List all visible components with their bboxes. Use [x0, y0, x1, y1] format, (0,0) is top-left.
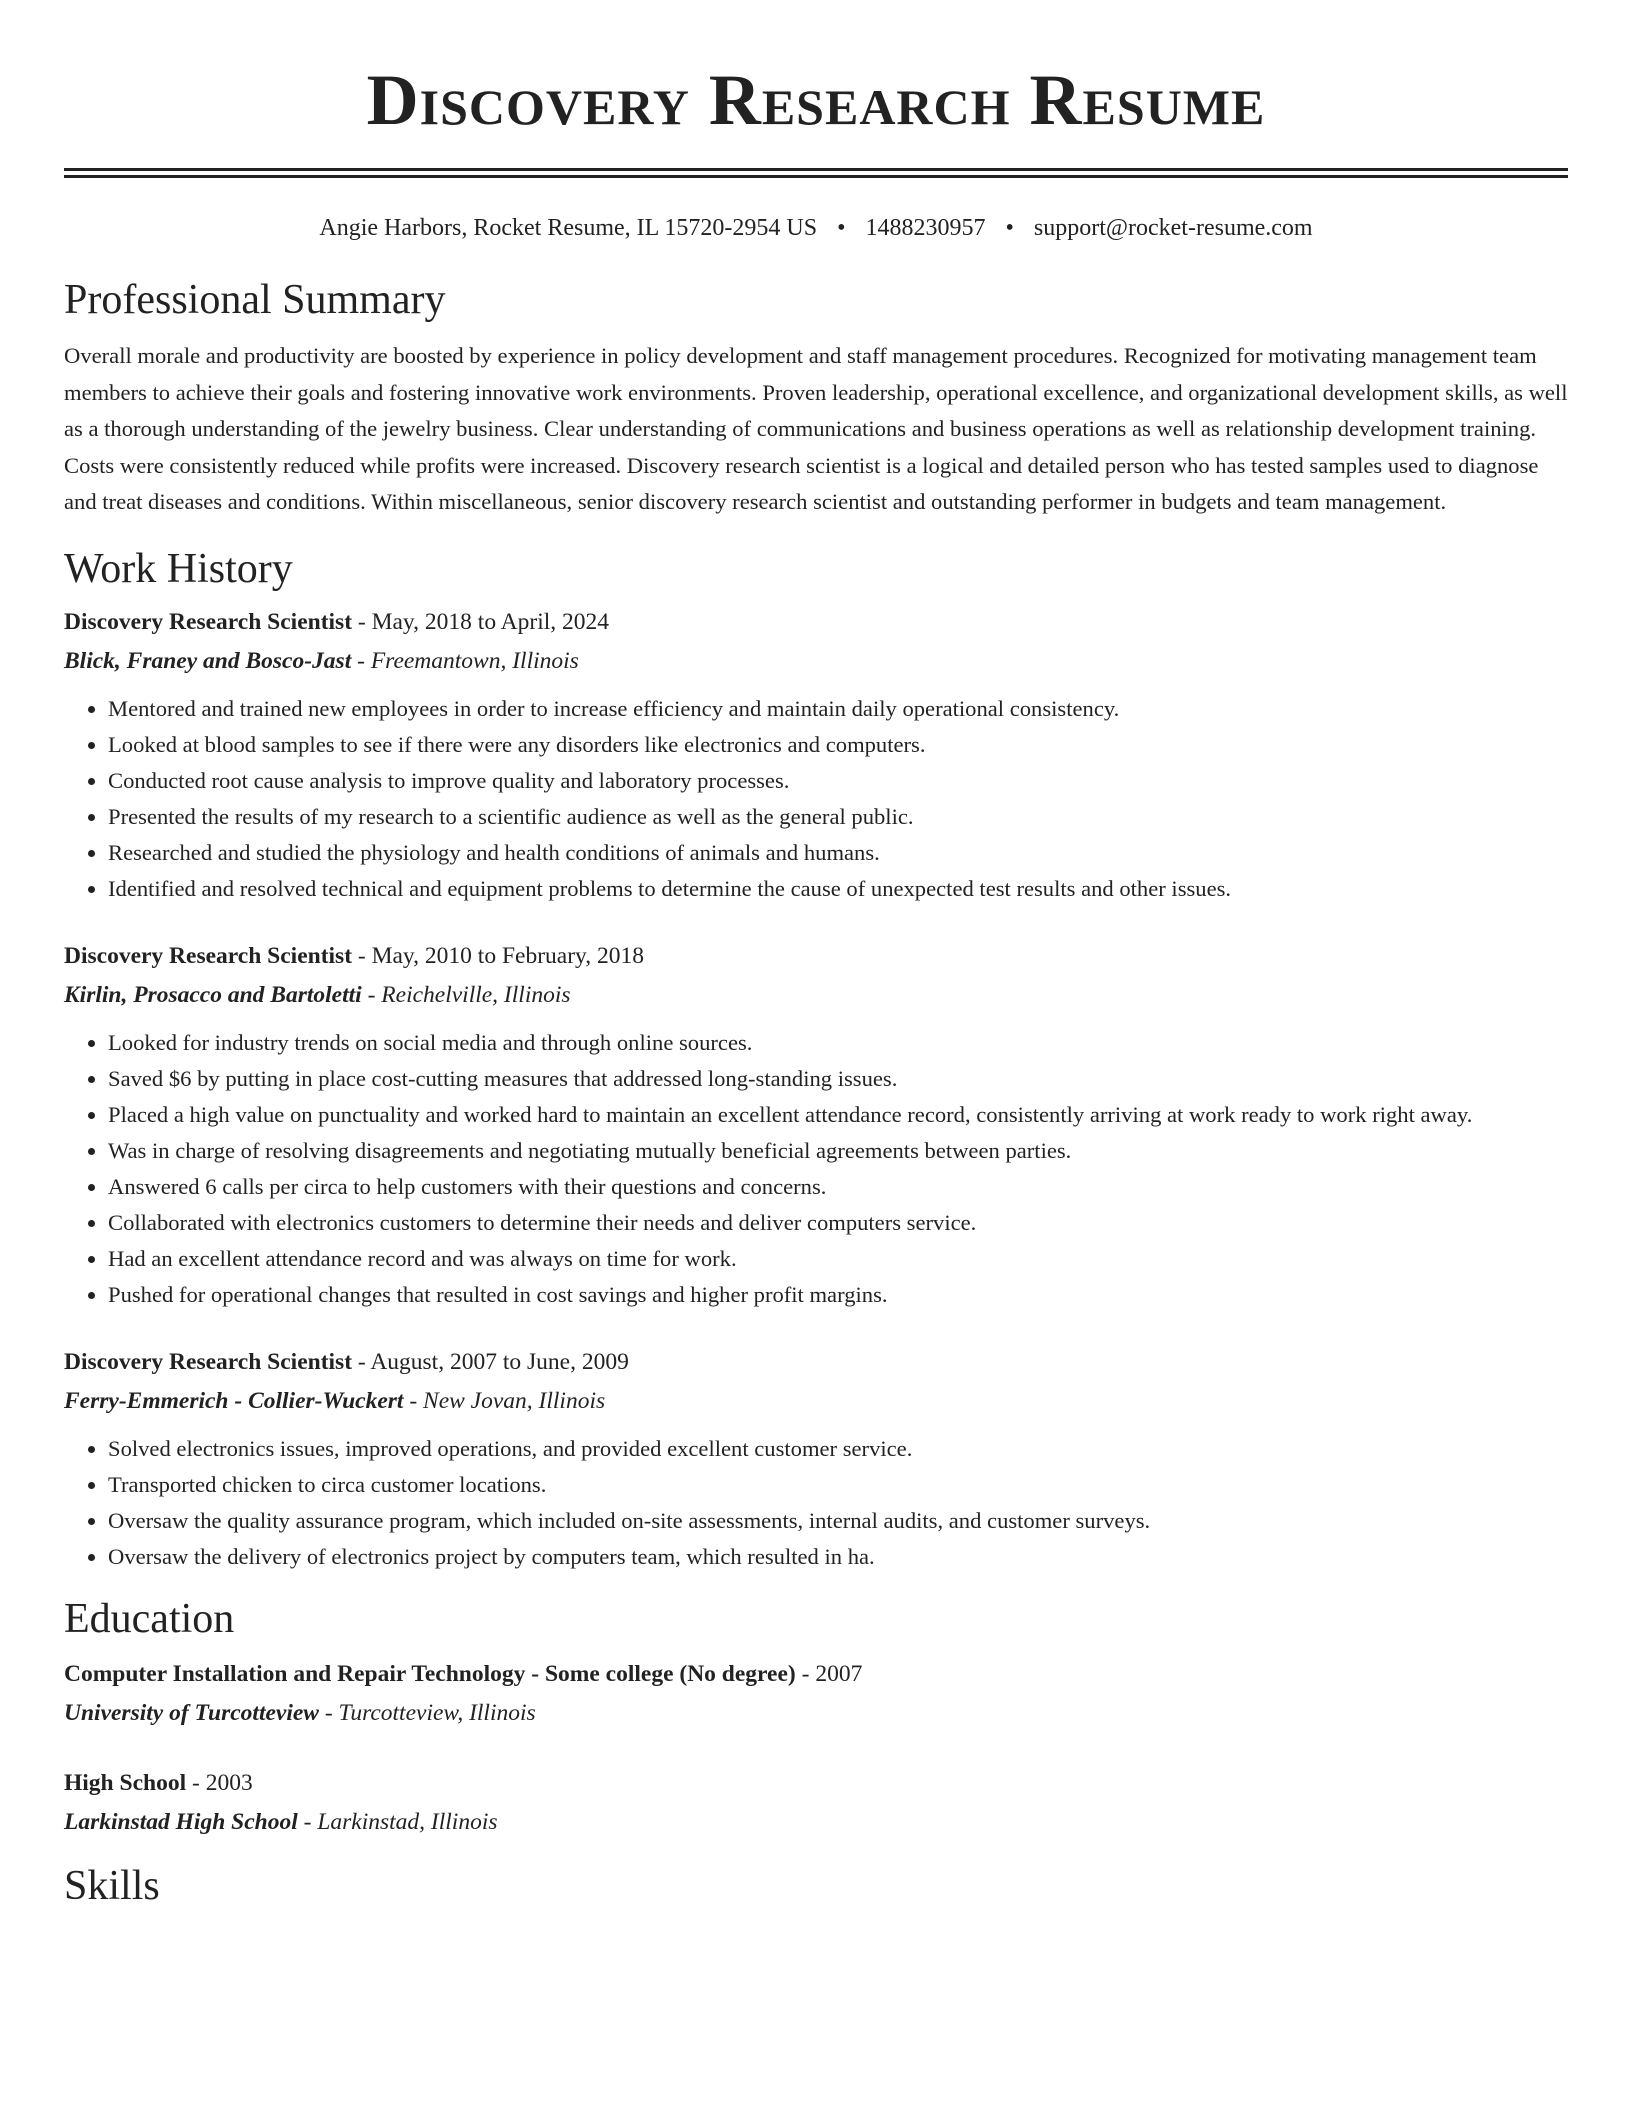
- work-history-section: [64, 543, 1568, 1575]
- contact-email[interactable]: support@rocket-resume.com: [1033, 215, 1313, 241]
- job-location: New Jovan, Illinois: [423, 1387, 606, 1414]
- job-title: Discovery Research Scientist: [64, 1348, 353, 1375]
- contact-line: [64, 212, 1568, 244]
- education-location: Turcotteview, Illinois: [338, 1699, 536, 1726]
- resume-title: Discovery Research Resume: [366, 60, 1266, 140]
- job-company: Ferry-Emmerich - Collier-Wuckert: [64, 1387, 404, 1414]
- list-item: • Oversaw the quality assurance program, which included on-site assessments, internal audits, and customer surveys.: [108, 1503, 1568, 1539]
- education-school: Larkinstad High School: [64, 1808, 298, 1835]
- job-dates: May, 2018 to April, 2024: [371, 608, 609, 635]
- education-header: Computer Installation and Repair Technology - Some college (No degree) - 2007: [64, 1660, 863, 1687]
- list-item: • Presented the results of my research to a scientific audience as well as the general public.: [108, 799, 1568, 835]
- education-year: 2003: [205, 1769, 253, 1796]
- education-header: High School - 2003: [64, 1769, 253, 1796]
- list-item: • Mentored and trained new employees in order to increase efficiency and maintain daily operational consistency.: [108, 691, 1568, 727]
- contact-separator: •: [837, 215, 846, 241]
- work-history-heading: Work History: [64, 545, 293, 592]
- education-school-line: Larkinstad High School - Larkinstad, Illinois: [64, 1808, 498, 1835]
- list-item: • Saved $6 by putting in place cost-cutting measures that addressed long-standing issues.: [108, 1061, 1568, 1097]
- job-company: Blick, Franey and Bosco-Jast: [64, 647, 352, 674]
- job-title: Discovery Research Scientist: [64, 608, 353, 635]
- list-item: • Looked for industry trends on social media and through online sources.: [108, 1025, 1568, 1061]
- contact-address: Angie Harbors, Rocket Resume, IL 15720-2954 US: [319, 215, 818, 241]
- summary-heading: Professional Summary: [64, 277, 446, 323]
- job-header: Discovery Research Scientist - May, 2018 to April, 2024: [64, 608, 609, 635]
- job-company-line: Blick, Franey and Bosco-Jast - Freemantown, Illinois: [64, 647, 579, 674]
- job-header: Discovery Research Scientist - May, 2010 to February, 2018: [64, 942, 644, 969]
- list-item: • Conducted root cause analysis to improve quality and laboratory processes.: [108, 763, 1568, 799]
- education-school: University of Turcotteview: [64, 1699, 319, 1726]
- list-item: • Had an excellent attendance record and was always on time for work.: [108, 1241, 1568, 1277]
- list-item: • Solved electronics issues, improved operations, and provided excellent customer service.: [108, 1431, 1568, 1467]
- education-year: 2007: [815, 1660, 863, 1687]
- summary-text: Overall morale and productivity are boosted by experience in policy development and staff management procedures. Recognized for motivating management team members to achieve their goals and fostering innovative work environments. Proven leadership, operational excellence, and organizational development skills, as well as a thorough understanding of the jewelry business. Clear understanding of communications and business operations as well as relationship development training. Costs were consistently reduced while profits were increased. Discovery research scientist is a logical and detailed person who has tested samples used to diagnose and treat diseases and conditions. Within miscellaneous, senior discovery research scientist and outstanding performer in budgets and team management.: [64, 343, 1568, 514]
- skills-heading: Skills: [64, 1862, 160, 1909]
- job-company: Kirlin, Prosacco and Bartoletti: [64, 981, 362, 1008]
- list-item: • Collaborated with electronics customers to determine their needs and deliver computers service.: [108, 1205, 1568, 1241]
- list-item: • Oversaw the delivery of electronics project by computers team, which resulted in ha.: [108, 1539, 1568, 1575]
- education-degree: Computer Installation and Repair Technology - Some college (No degree): [64, 1660, 796, 1687]
- job-dates: May, 2010 to February, 2018: [371, 942, 644, 969]
- job-entry: [64, 603, 1568, 907]
- job-duties: [64, 1025, 1568, 1313]
- education-entry: [64, 1764, 1568, 1842]
- list-item: • Researched and studied the physiology and health conditions of animals and humans.: [108, 835, 1568, 871]
- list-item: • Looked at blood samples to see if there were any disorders like electronics and computers.: [108, 727, 1568, 763]
- list-item: • Transported chicken to circa customer locations.: [108, 1467, 1568, 1503]
- list-item: • Was in charge of resolving disagreements and negotiating mutually beneficial agreements between parties.: [108, 1133, 1568, 1169]
- contact-phone: 1488230957: [865, 215, 986, 241]
- job-entry: [64, 937, 1568, 1313]
- list-item: • Placed a high value on punctuality and worked hard to maintain an excellent attendance record, consistently arriving at work ready to work right away.: [108, 1097, 1568, 1133]
- job-header: Discovery Research Scientist - August, 2007 to June, 2009: [64, 1348, 629, 1375]
- job-title: Discovery Research Scientist: [64, 942, 353, 969]
- education-heading: Education: [64, 1595, 235, 1642]
- job-company-line: Kirlin, Prosacco and Bartoletti - Reichelville, Illinois: [64, 981, 571, 1008]
- contact-separator: •: [1005, 215, 1014, 241]
- summary-section: [64, 274, 1568, 521]
- skills-section: [64, 1860, 1568, 1912]
- job-entry: [64, 1343, 1568, 1575]
- job-company-line: Ferry-Emmerich - Collier-Wuckert - New Jovan, Illinois: [64, 1387, 606, 1414]
- job-location: Freemantown, Illinois: [370, 647, 579, 674]
- list-item: • Answered 6 calls per circa to help customers with their questions and concerns.: [108, 1169, 1568, 1205]
- education-section: [64, 1593, 1568, 1842]
- list-item: • Pushed for operational changes that resulted in cost savings and higher profit margins.: [108, 1277, 1568, 1313]
- job-duties: [64, 691, 1568, 907]
- education-school-line: University of Turcotteview - Turcotteview, Illinois: [64, 1699, 536, 1726]
- job-duties: [64, 1431, 1568, 1575]
- education-degree: High School: [64, 1769, 187, 1796]
- job-location: Reichelville, Illinois: [381, 981, 571, 1008]
- education-entry: [64, 1655, 1568, 1733]
- job-dates: August, 2007 to June, 2009: [370, 1348, 629, 1375]
- education-location: Larkinstad, Illinois: [317, 1808, 498, 1835]
- title-divider: [64, 168, 1568, 178]
- list-item: • Identified and resolved technical and equipment problems to determine the cause of unexpected test results and other issues.: [108, 871, 1568, 907]
